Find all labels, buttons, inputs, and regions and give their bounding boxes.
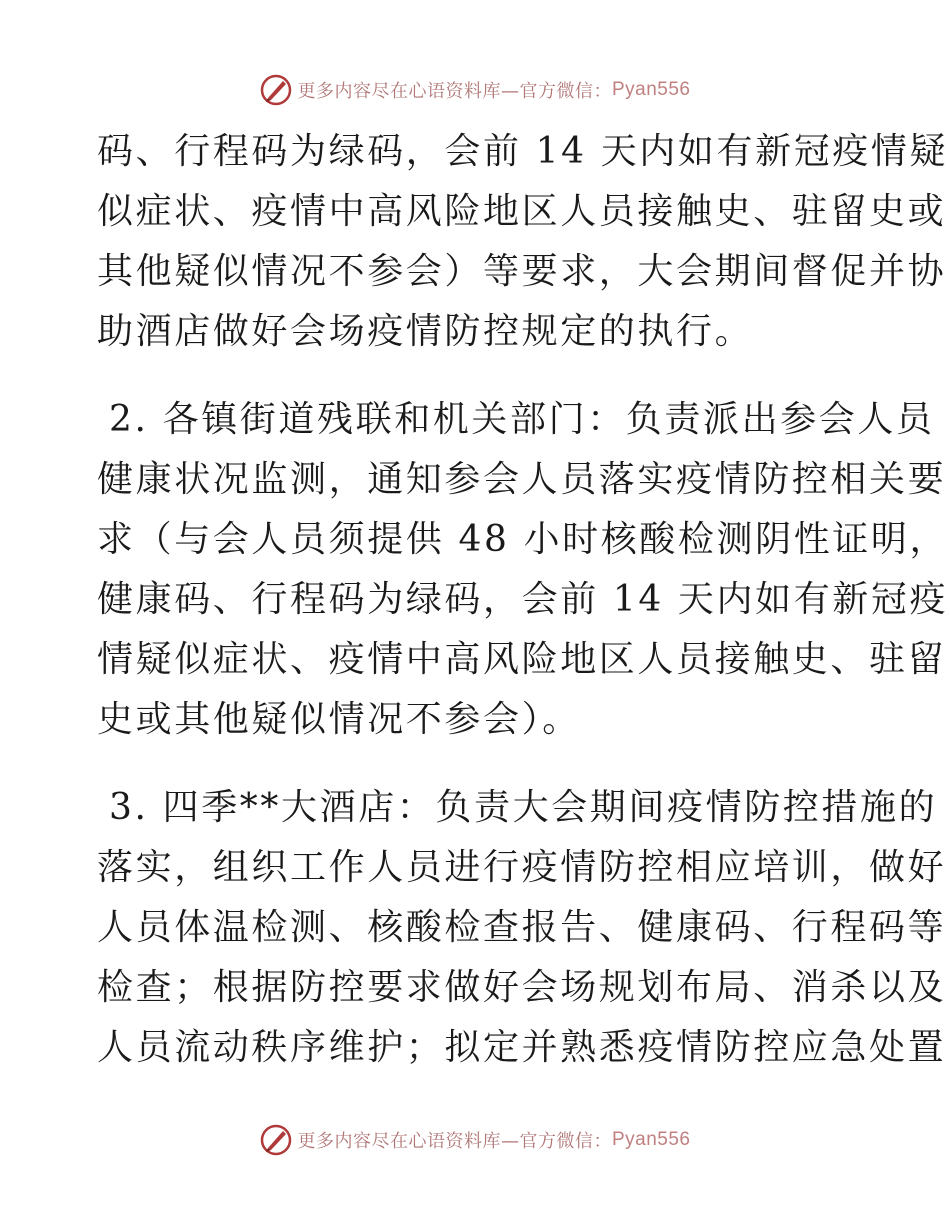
text-line: 似症状、疫情中高风险地区人员接触史、驻留史或 (97, 191, 947, 232)
quill-pen-logo-icon (259, 1123, 293, 1157)
document-body (97, 122, 949, 1078)
text-line: 史或其他疑似情况不参会）。 (97, 699, 581, 740)
paragraph-3 (97, 778, 947, 1078)
text-line: 求（与会人员须提供 48 小时核酸检测阴性证明， (97, 519, 949, 560)
text-line: 其他疑似情况不参会）等要求，大会期间督促并协 (97, 251, 947, 292)
text-line: 情疑似症状、疫情中高风险地区人员接触史、驻留 (97, 639, 947, 680)
text-line: 助酒店做好会场疫情防控规定的执行。 (97, 311, 754, 352)
text-line: 健康码、行程码为绿码，会前 14 天内如有新冠疫 (97, 579, 949, 620)
text-line: 检查；根据防控要求做好会场规划布局、消杀以及 (97, 967, 947, 1008)
text-line: 人员体温检测、核酸检查报告、健康码、行程码等 (97, 907, 947, 948)
text-line: 人员流动秩序维护；拟定并熟悉疫情防控应急处置 (97, 1027, 947, 1068)
text-line: 码、行程码为绿码，会前 14 天内如有新冠疫情疑 (97, 131, 949, 172)
text-line: 落实，组织工作人员进行疫情防控相应培训，做好 (97, 847, 947, 888)
watermark-text: 更多内容尽在心语资料库—官方微信： (297, 1131, 612, 1152)
text-line: 2. 各镇街道残联和机关部门：负责派出参会人员 (109, 399, 935, 440)
watermark-text: 更多内容尽在心语资料库—官方微信： (297, 81, 612, 102)
paragraph-2 (97, 390, 949, 750)
watermark-wechat-id: Pyan556 (611, 1129, 691, 1150)
quill-pen-logo-icon (259, 73, 293, 107)
footer-watermark (0, 1120, 950, 1160)
text-line: 3. 四季**大酒店：负责大会期间疫情防控措施的 (109, 787, 938, 828)
text-line: 健康状况监测，通知参会人员落实疫情防控相关要 (97, 459, 947, 500)
paragraph-1 (97, 122, 949, 362)
watermark-wechat-id: Pyan556 (611, 79, 691, 100)
header-watermark (0, 70, 950, 110)
